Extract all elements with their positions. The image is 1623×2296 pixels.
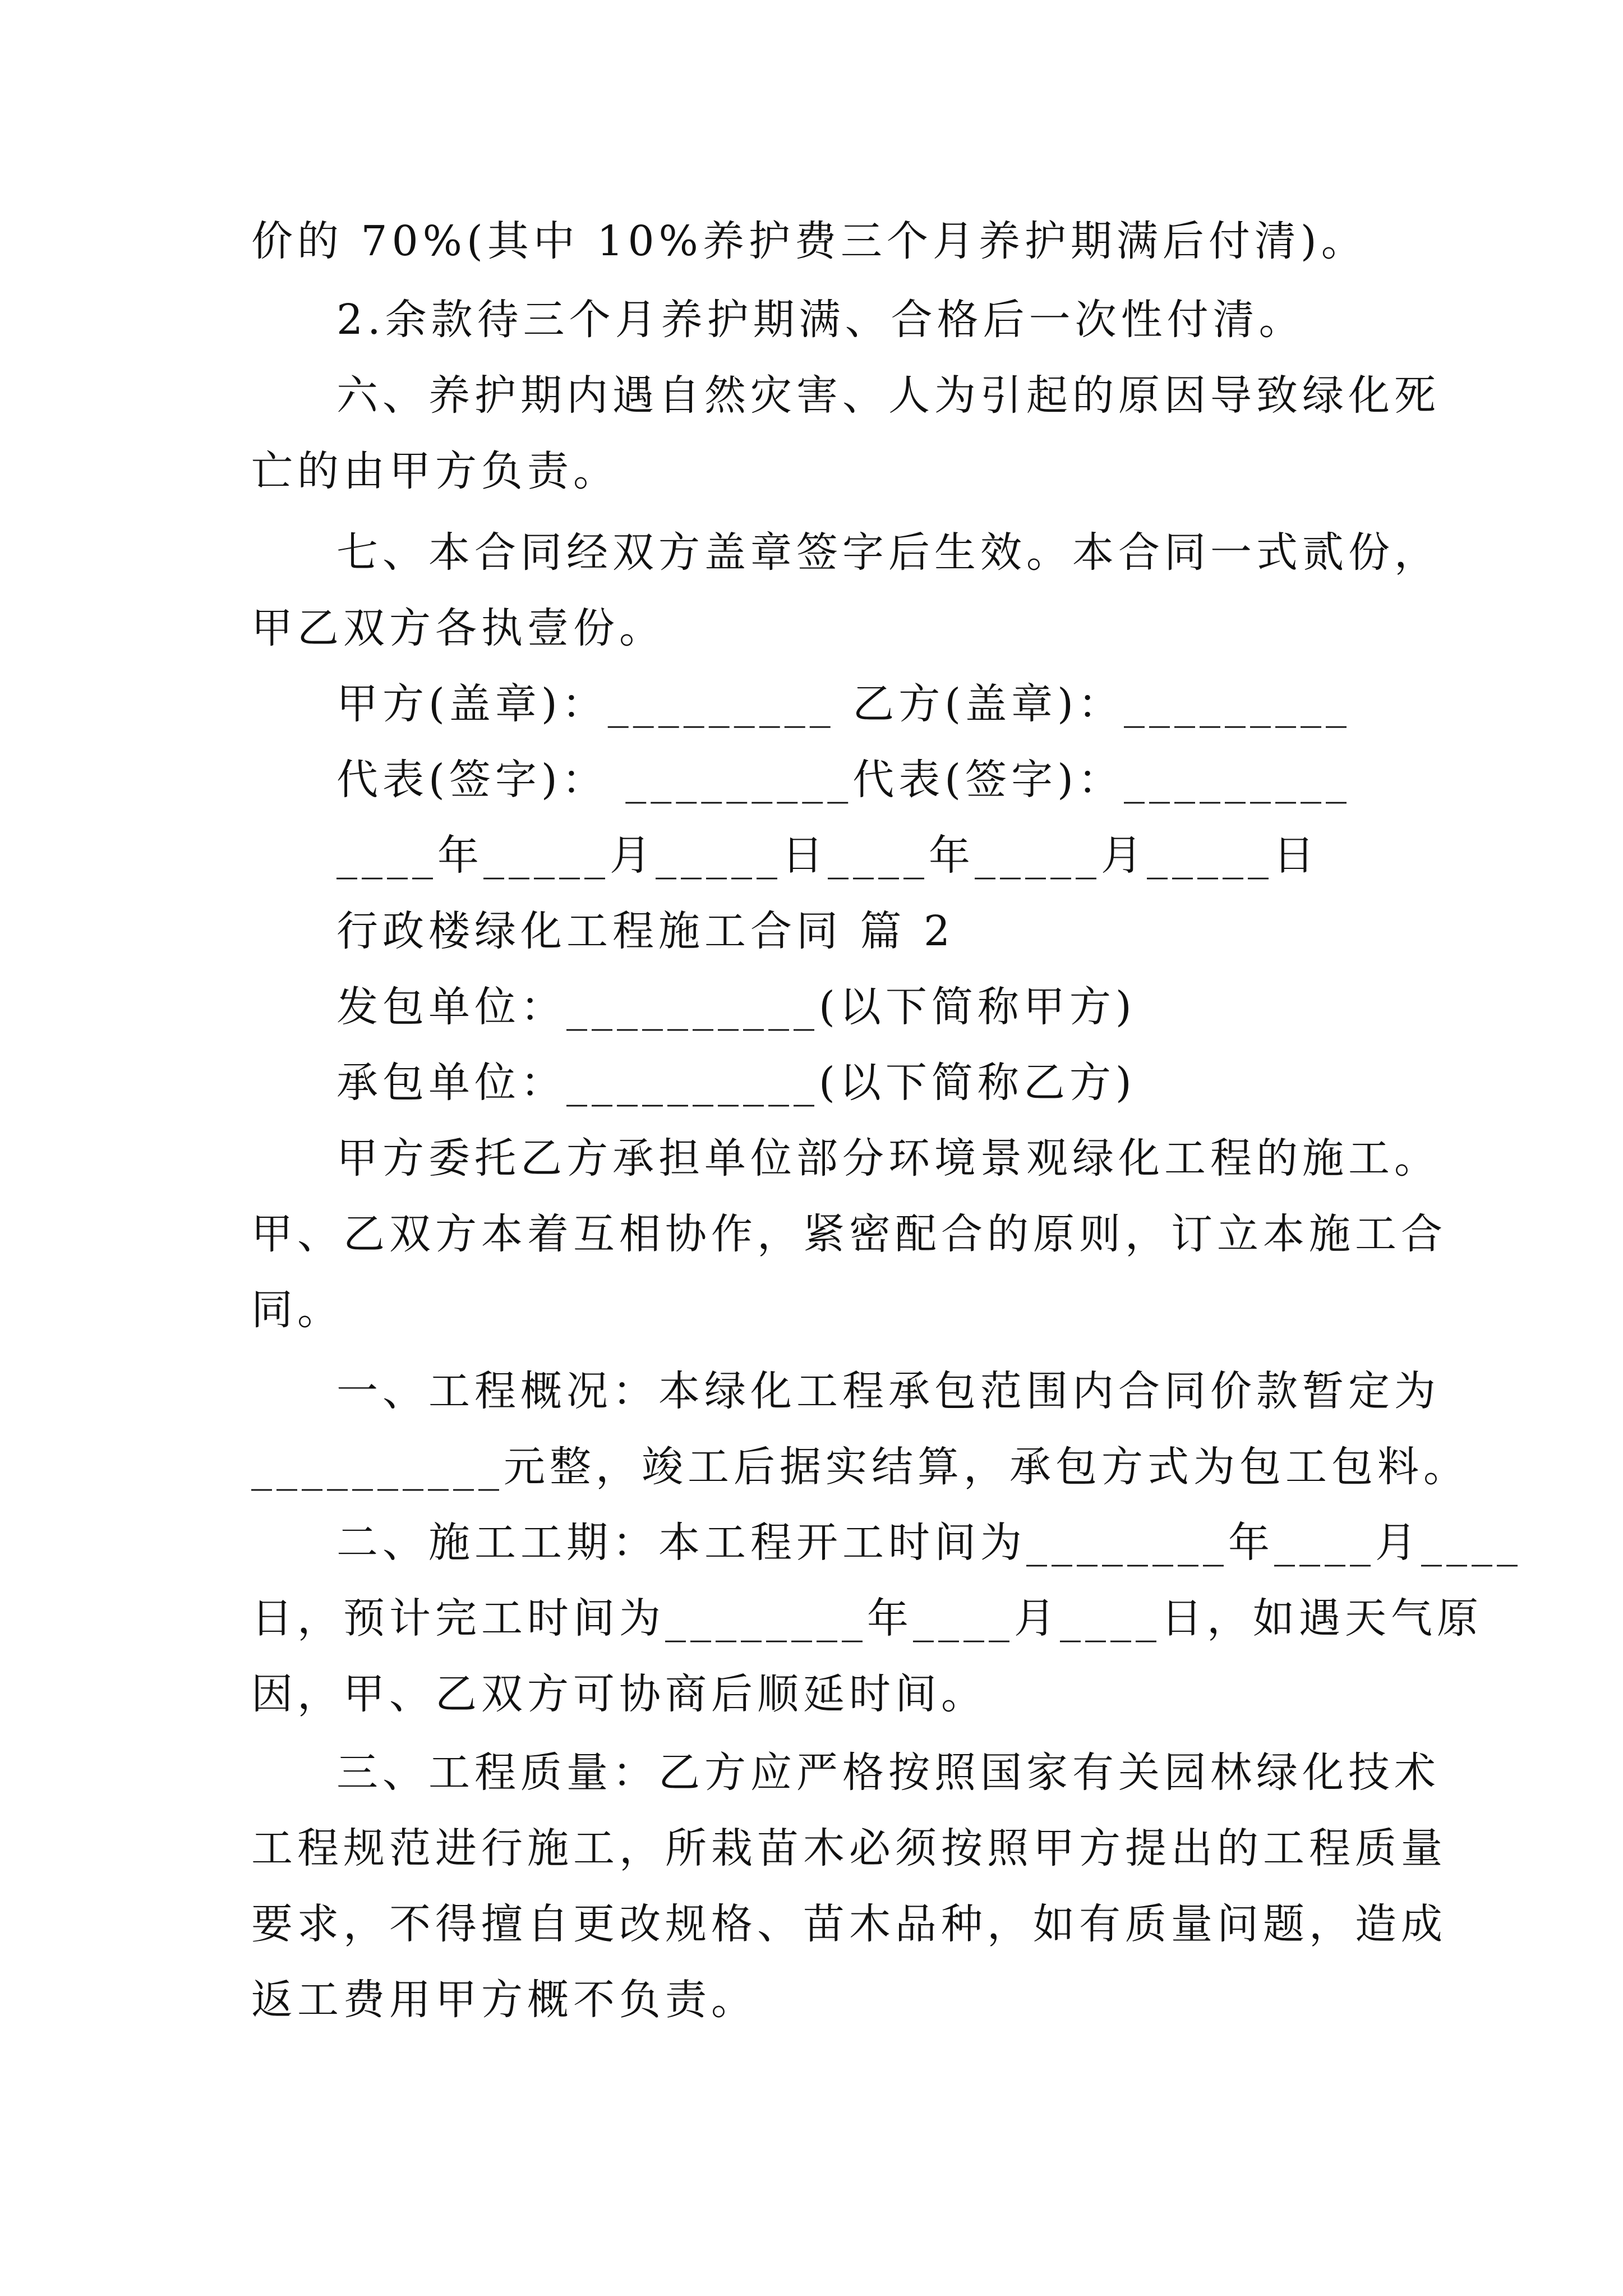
paragraph-line: 甲乙双方各执壹份。 <box>251 604 665 652</box>
paragraph-line: __________元整，竣工后据实结算，承包方式为包工包料。 <box>251 1443 1469 1491</box>
paragraph-line: 价的 70%(其中 10%养护费三个月养护期满后付清)。 <box>251 217 1367 265</box>
party-line: 承包单位：__________(以下简称乙方) <box>336 1059 1136 1107</box>
signature-line: 代表(签字)： _________代表(签字)：_________ <box>336 756 1352 804</box>
paragraph-line: 要求，不得擅自更改规格、苗木品种，如有质量问题，造成 <box>251 1900 1447 1948</box>
paragraph-line: 日，预计完工时间为________年____月____日，如遇天气原 <box>251 1594 1483 1642</box>
signature-line: 甲方(盖章)：_________ 乙方(盖章)：_________ <box>336 680 1352 728</box>
paragraph-line: 七、本合同经双方盖章签字后生效。本合同一式贰份， <box>336 528 1440 577</box>
paragraph-line: 二、施工工期：本工程开工时间为________年____月____ <box>336 1519 1522 1567</box>
paragraph-line: 因，甲、乙双方可协商后顺延时间。 <box>251 1670 987 1718</box>
paragraph-line: 甲、乙双方本着互相协作，紧密配合的原则，订立本施工合 <box>251 1210 1447 1258</box>
paragraph-line: 工程规范进行施工，所栽苗木必须按照甲方提出的工程质量 <box>251 1824 1447 1872</box>
paragraph-line: 2.余款待三个月养护期满、合格后一次性付清。 <box>336 296 1305 344</box>
paragraph-line: 亡的由甲方负责。 <box>251 447 619 495</box>
paragraph-line: 一、工程概况：本绿化工程承包范围内合同价款暂定为 <box>336 1367 1440 1415</box>
paragraph-line: 同。 <box>251 1286 343 1334</box>
paragraph-line: 甲方委托乙方承担单位部分环境景观绿化工程的施工。 <box>336 1134 1440 1182</box>
paragraph-line: 三、工程质量：乙方应严格按照国家有关园林绿化技术 <box>336 1749 1440 1797</box>
paragraph-line: 返工费用甲方概不负责。 <box>251 1976 757 2024</box>
party-line: 发包单位：__________(以下简称甲方) <box>336 983 1136 1031</box>
date-line: ____年_____月_____日____年_____月_____日 <box>336 831 1319 880</box>
paragraph-line: 六、养护期内遇自然灾害、人为引起的原因导致绿化死 <box>336 371 1440 420</box>
section-heading: 行政楼绿化工程施工合同 篇 2 <box>336 907 955 955</box>
